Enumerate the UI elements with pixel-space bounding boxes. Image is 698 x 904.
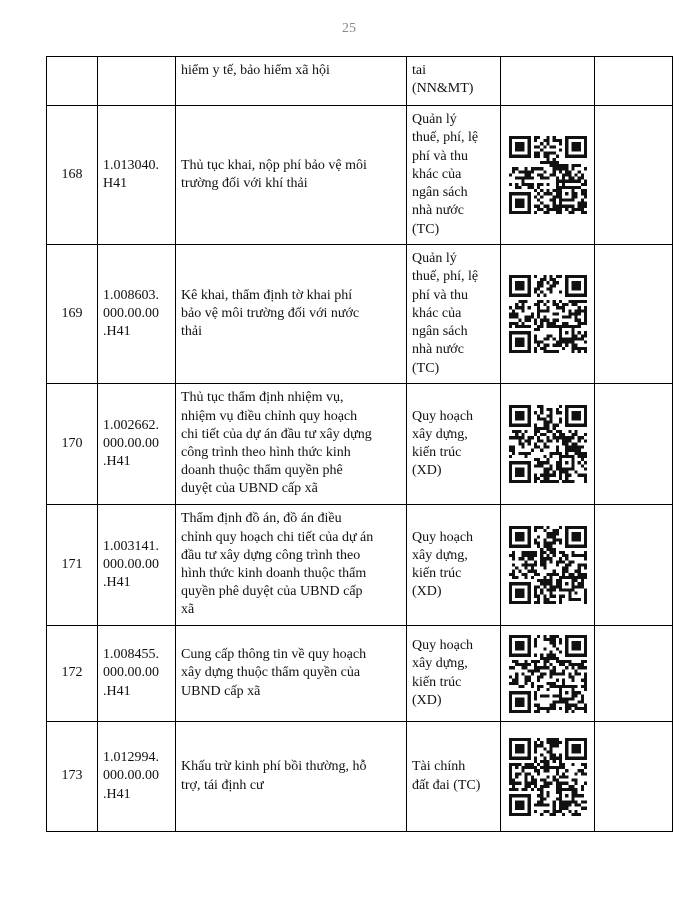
field-cell: Tài chính đất đai (TC) xyxy=(407,722,501,832)
qr-cell xyxy=(501,106,595,245)
procedure-name-cell: Kê khai, thẩm định tờ khai phí bảo vệ môi trường đối với nước thải xyxy=(176,245,407,384)
procedure-name-cell: hiểm y tế, bảo hiểm xã hội xyxy=(176,57,407,106)
procedure-code-cell: 1.002662. 000.00.00 .H41 xyxy=(98,384,176,505)
qr-code-icon xyxy=(509,738,587,816)
empty-cell xyxy=(595,106,673,245)
table-row xyxy=(47,384,673,505)
empty-cell xyxy=(595,626,673,722)
stt-cell: 171 xyxy=(47,505,98,626)
field-cell: tai (NN&MT) xyxy=(407,57,501,106)
field-cell: Quản lý thuế, phí, lệ phí và thu khác của ngân sách nhà nước (TC) xyxy=(407,245,501,384)
empty-cell xyxy=(595,245,673,384)
stt-cell: 173 xyxy=(47,722,98,832)
qr-cell xyxy=(501,505,595,626)
procedure-code-cell: 1.012994. 000.00.00 .H41 xyxy=(98,722,176,832)
procedure-name-cell: Khấu trừ kinh phí bồi thường, hỗ trợ, tái định cư xyxy=(176,722,407,832)
field-cell: Quy hoạch xây dựng, kiến trúc (XD) xyxy=(407,626,501,722)
table-row xyxy=(47,722,673,832)
empty-cell xyxy=(595,505,673,626)
field-cell: Quy hoạch xây dựng, kiến trúc (XD) xyxy=(407,384,501,505)
qr-code-icon xyxy=(509,526,587,604)
qr-cell xyxy=(501,384,595,505)
table-row xyxy=(47,505,673,626)
procedure-code-cell: 1.003141. 000.00.00 .H41 xyxy=(98,505,176,626)
procedure-name-cell: Thủ tục thẩm định nhiệm vụ, nhiệm vụ điều chỉnh quy hoạch chi tiết của dự án đầu tư xây dựng công trình theo hình thức kinh doanh thuộc thẩm quyền phê duyệt của UBND cấp xã xyxy=(176,384,407,505)
qr-code-icon xyxy=(509,405,587,483)
field-cell: Quản lý thuế, phí, lệ phí và thu khác của ngân sách nhà nước (TC) xyxy=(407,106,501,245)
stt-cell: 169 xyxy=(47,245,98,384)
table-row xyxy=(47,57,673,106)
stt-cell xyxy=(47,57,98,106)
qr-code-icon xyxy=(509,136,587,214)
procedure-name-cell: Thẩm định đồ án, đồ án điều chỉnh quy hoạch chi tiết của dự án đầu tư xây dựng công trình theo hình thức kinh doanh thuộc thẩm quyền phê duyệt của UBND cấp xã xyxy=(176,505,407,626)
qr-cell xyxy=(501,245,595,384)
table-row xyxy=(47,106,673,245)
field-cell: Quy hoạch xây dựng, kiến trúc (XD) xyxy=(407,505,501,626)
qr-cell xyxy=(501,57,595,106)
stt-cell: 172 xyxy=(47,626,98,722)
table-row xyxy=(47,245,673,384)
table-row xyxy=(47,626,673,722)
procedure-code-cell: 1.008455. 000.00.00 .H41 xyxy=(98,626,176,722)
procedure-code-cell: 1.008603. 000.00.00 .H41 xyxy=(98,245,176,384)
procedures-table xyxy=(46,56,673,832)
qr-code-icon xyxy=(509,635,587,713)
procedure-code-cell: 1.013040. H41 xyxy=(98,106,176,245)
empty-cell xyxy=(595,722,673,832)
stt-cell: 168 xyxy=(47,106,98,245)
procedures-table-body xyxy=(47,57,673,832)
procedure-name-cell: Cung cấp thông tin về quy hoạch xây dựng thuộc thẩm quyền của UBND cấp xã xyxy=(176,626,407,722)
empty-cell xyxy=(595,57,673,106)
qr-cell xyxy=(501,722,595,832)
procedure-code-cell xyxy=(98,57,176,106)
page-number: 25 xyxy=(342,21,356,36)
stt-cell: 170 xyxy=(47,384,98,505)
procedure-name-cell: Thủ tục khai, nộp phí bảo vệ môi trường đối với khí thải xyxy=(176,106,407,245)
qr-code-icon xyxy=(509,275,587,353)
qr-cell xyxy=(501,626,595,722)
empty-cell xyxy=(595,384,673,505)
